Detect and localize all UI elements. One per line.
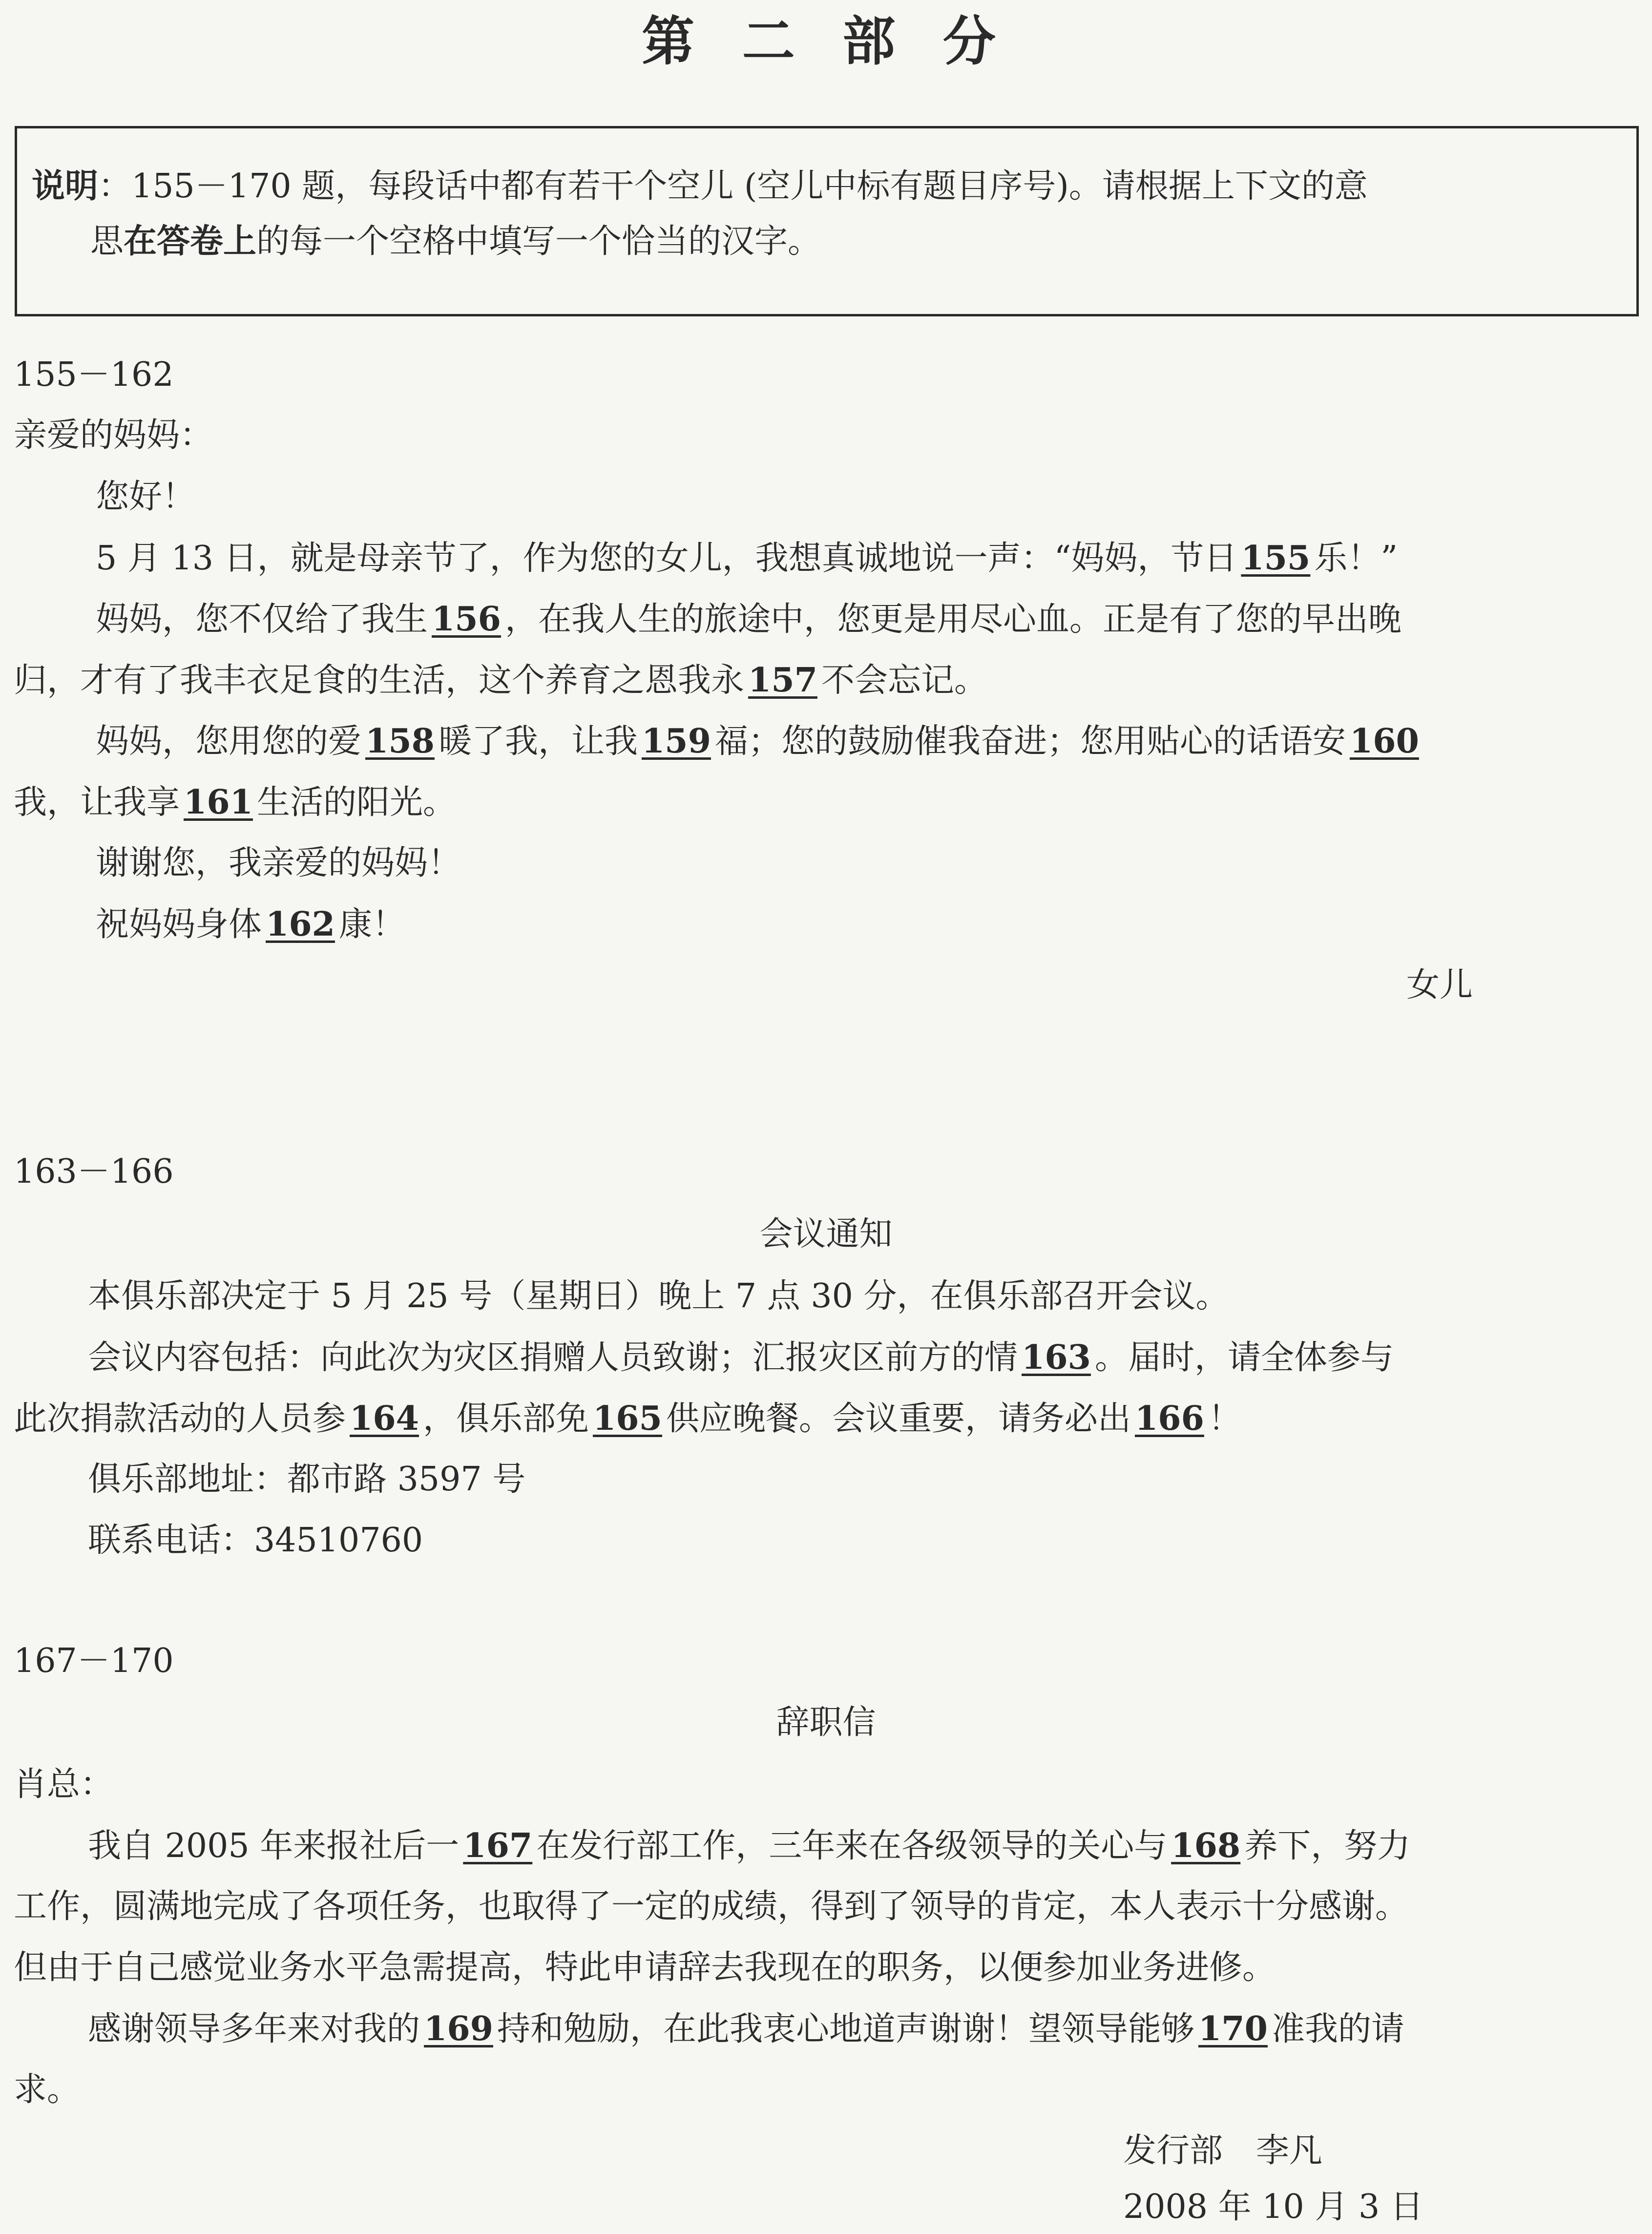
section2-phone: 联系电话：34510760	[88, 1521, 423, 1560]
blank-164[interactable]: 164	[350, 1399, 419, 1438]
blank-157[interactable]: 157	[748, 661, 817, 700]
blank-156[interactable]: 156	[432, 600, 501, 639]
blank-155[interactable]: 155	[1241, 539, 1311, 578]
section3-range: 167－170	[14, 1642, 174, 1680]
section3-greeting: 肖总：	[14, 1765, 114, 1804]
blank-170[interactable]: 170	[1198, 2009, 1268, 2048]
section1-signature: 女儿	[1406, 966, 1473, 1004]
section1-paragraph2-line1: 妈妈，您不仅给了我生 156 ，在我人生的旅途中，您更是用尽心血。正是有了您的早出晚	[96, 600, 1401, 639]
section3-paragraph1-line1: 我自 2005 年来报社后一 167 在发行部工作，三年来在各级领导的关心与 168 养下，努力	[88, 1826, 1411, 1865]
instructions-emphasis: 在答卷上	[124, 222, 257, 261]
section2-range: 163－166	[14, 1152, 174, 1191]
section3-signature-dept: 发行部 李凡	[1123, 2131, 1323, 2170]
section1-wishes: 祝妈妈身体 162 康！	[96, 905, 405, 944]
section3-paragraph1-line3: 但由于自己感觉业务水平急需提高，特此申请辞去我现在的职务，以便参加业务进修。	[14, 1948, 1276, 1987]
section3-heading: 辞职信	[776, 1703, 876, 1742]
section2-paragraph1: 本俱乐部决定于 5 月 25 号（星期日）晚上 7 点 30 分，在俱乐部召开会议。	[88, 1277, 1229, 1315]
blank-159[interactable]: 159	[641, 722, 711, 761]
section3-paragraph2-line1: 感谢领导多年来对我的 169 持和勉励，在此我衷心地道声谢谢！望领导能够 170 准我的请	[88, 2009, 1404, 2048]
blank-162[interactable]: 162	[266, 905, 335, 944]
blank-169[interactable]: 169	[424, 2009, 493, 2048]
blank-165[interactable]: 165	[592, 1399, 662, 1438]
blank-158[interactable]: 158	[365, 722, 435, 761]
section2-heading: 会议通知	[759, 1215, 893, 1253]
section2-address: 俱乐部地址：都市路 3597 号	[88, 1460, 526, 1499]
section1-paragraph2-line2: 归，才有了我丰衣足食的生活，这个养育之恩我永 157 不会忘记。	[14, 661, 987, 700]
page-title: 第 二 部 分	[642, 11, 1010, 72]
section1-paragraph3-line1: 妈妈，您用您的爱 158 暖了我，让我 159 福；您的鼓励催我奋进；您用贴心的话语安 160	[96, 717, 1652, 766]
instructions-label: 说明	[32, 167, 99, 206]
section1-paragraph3-line2: 我，让我享 161 生活的阳光。	[14, 783, 456, 822]
section3-paragraph2-line2: 求。	[14, 2070, 81, 2109]
blank-167[interactable]: 167	[463, 1826, 533, 1865]
instructions-text: 说明：155－170 题，每段话中都有若干个空儿 (空儿中标有题目序号)。请根据上下文的意 思在答卷上的每一个空格中填写一个恰当的汉字。	[32, 167, 1368, 261]
blank-166[interactable]: 166	[1134, 1399, 1204, 1438]
section1-paragraph1: 5 月 13 日，就是母亲节了，作为您的女儿，我想真诚地说一声：“妈妈，节日 155 乐！”	[96, 539, 1398, 578]
section1-greeting: 亲爱的妈妈：	[14, 416, 213, 455]
blank-168[interactable]: 168	[1171, 1826, 1241, 1865]
blank-163[interactable]: 163	[1022, 1338, 1091, 1377]
section3-signature-date: 2008 年 10 月 3 日	[1123, 2188, 1423, 2226]
section1-range: 155－162	[14, 355, 174, 394]
section1-hello: 您好！	[96, 478, 196, 516]
instructions-box	[15, 126, 1639, 316]
section1-thanks: 谢谢您，我亲爱的妈妈！	[96, 844, 461, 882]
section2-paragraph2-line1: 会议内容包括：向此次为灾区捐赠人员致谢；汇报灾区前方的情 163 。届时，请全体参与	[88, 1338, 1394, 1377]
section3-paragraph1-line2: 工作，圆满地完成了各项任务，也取得了一定的成绩，得到了领导的肯定，本人表示十分感谢。	[14, 1887, 1409, 1926]
section2-paragraph2-line2: 此次捐款活动的人员参 164 ，俱乐部免 165 供应晚餐。会议重要，请务必出 166 ！	[14, 1399, 1241, 1438]
blank-161[interactable]: 161	[184, 783, 253, 822]
blank-160[interactable]: 160	[1349, 722, 1419, 761]
